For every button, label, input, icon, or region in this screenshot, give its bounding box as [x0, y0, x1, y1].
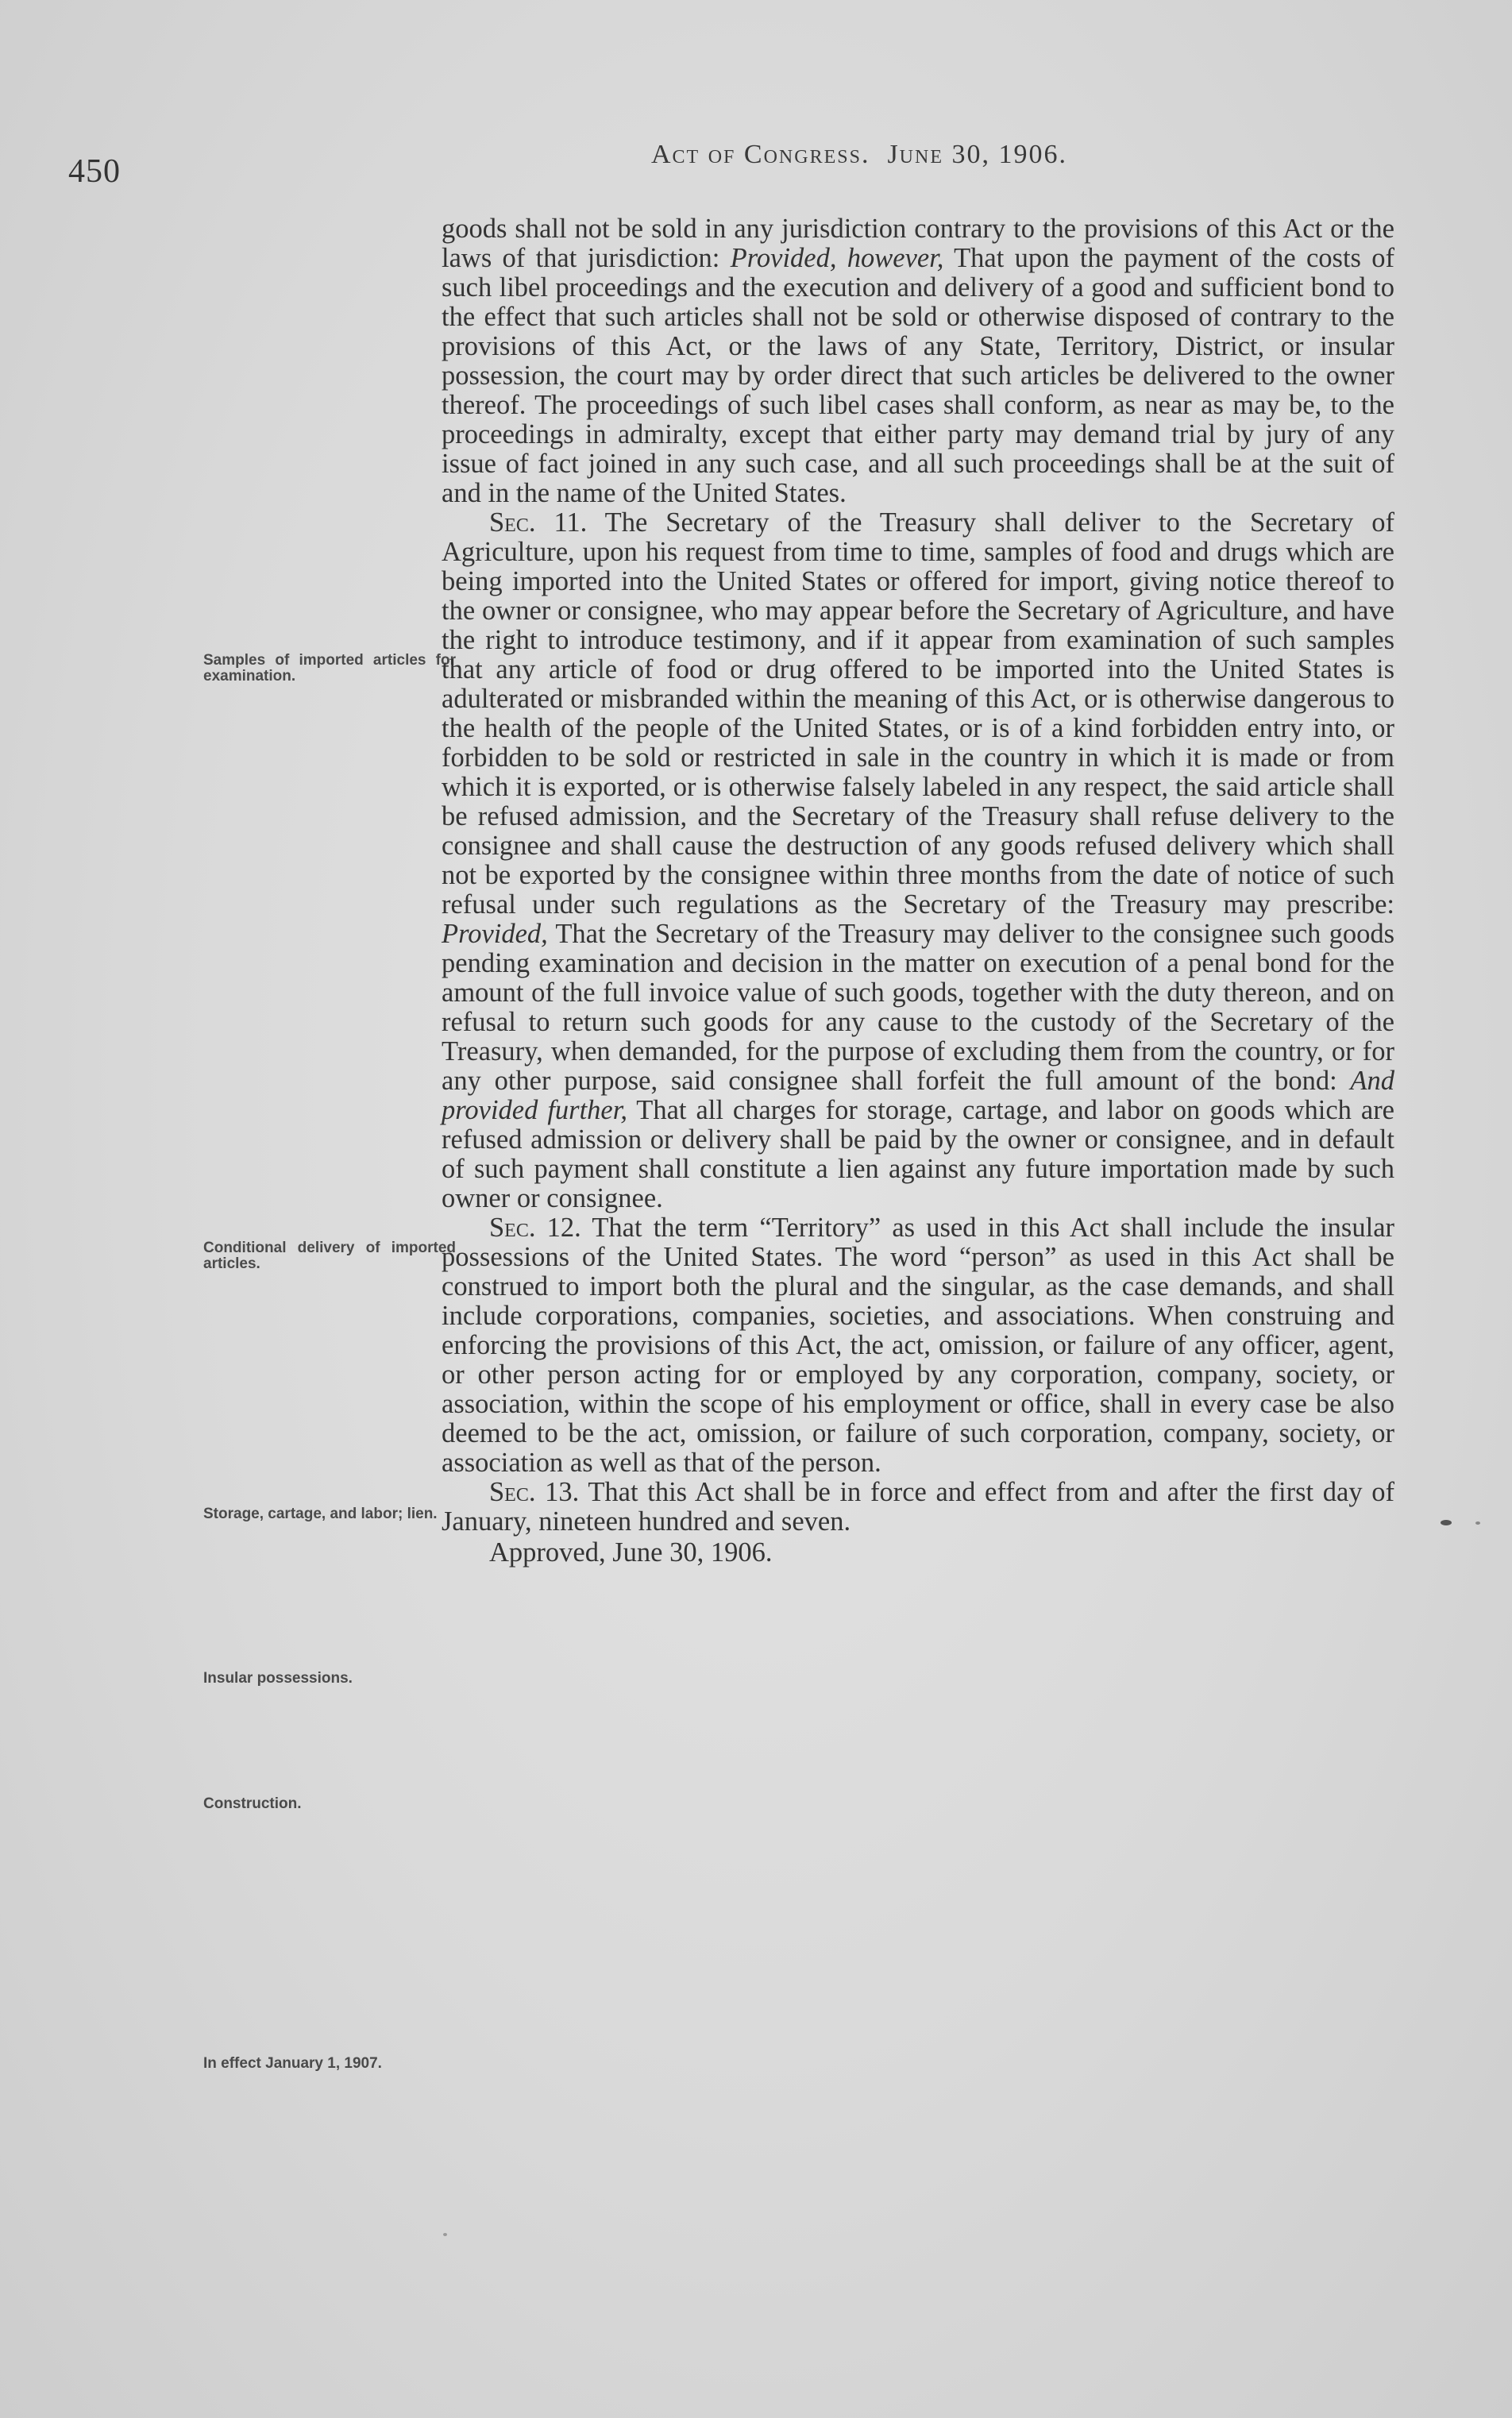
text-run: That upon the payment of the costs of such libel proceedings and the execution and delivery of a good and sufficient bond to the effect that such articles shall not be sold or otherwise disposed of contrary to the provisions of this Act, or the laws of any State, Territory, District, or insular possession, the court may by order direct that such articles be delivered to the owner thereof. The proceedings of such libel cases shall conform, as near as may be, to the proceedings in admiralty, except that either party may demand trial by jury of any issue of fact joined in any such case, and all such proceedings shall be at the suit of and in the name of the United States. — [442, 243, 1394, 508]
text-run: That the term “Territory” as used in this Act shall include the insular possessions of the United States. The word “person” as used in this Act shall be construed to import both the plural and the singular, as the case demands, and shall include corporations, companies, societies, and associations. When construing and enforcing the provisions of this Act, the act, omission, or failure of any officer, agent, or other person acting for or employed by any corporation, company, society, or association, within the scope of his employment or office, shall in every case be also deemed to be the act, omission, or failure of such corporation, company, society, or association as well as that of the person. — [442, 1213, 1394, 1478]
body-text — [442, 214, 1394, 1568]
margin-note-insular: Insular possessions. — [203, 1670, 353, 1687]
running-head-title: Act of Congress. — [651, 140, 870, 169]
scan-speck — [443, 2233, 447, 2236]
italic-run: Provided, — [442, 919, 548, 949]
page-number: 450 — [68, 153, 121, 190]
running-head — [651, 140, 1067, 170]
margin-note-samples: Samples of imported articles for examination. — [203, 652, 456, 685]
paragraph-libel — [442, 214, 1394, 508]
approved-line: Approved, June 30, 1906. — [489, 1537, 773, 1568]
italic-run: And provided further, — [442, 1066, 1394, 1125]
text-run: That the Secretary of the Treasury may deliver to the consignee such goods pending examination and decision in the matter on execution of a penal bond for the amount of the full invoice value of such goods, together with the duty thereon, and on refusal to return such goods for any cause to the custody of the Secretary of the Treasury, when demanded, for the purpose of excluding them from the country, or for any other purpose, said consignee shall forfeit the full amount of the bond: — [442, 919, 1394, 1096]
margin-note-conditional-delivery: Conditional delivery of imported articles. — [203, 1240, 456, 1272]
paragraph-section-13 — [442, 1478, 1394, 1537]
scan-speck — [1441, 1520, 1452, 1525]
margin-note-construction: Construction. — [203, 1795, 302, 1812]
margin-note-storage: Storage, cartage, and labor; lien. — [203, 1506, 438, 1522]
text-run: The Secretary of the Treasury shall deliver to the Secretary of Agriculture, upon his request from time to time, samples of food and drugs which are being imported into the United States or offered for import, giving notice thereof to the owner or consignee, who may appear before the Secretary of Agriculture, and have the right to introduce testimony, and if it appear from examination of such samples that any article of food or drug offered to be imported into the United States is adulterated or misbranded within the meaning of this Act, or is otherwise dangerous to the health of the people of the United States, or is of a kind forbidden entry into, or forbidden to be sold or restricted in sale in the country in which it is made or from which it is exported, or is otherwise falsely labeled in any respect, the said article shall be refused admission, and the Secretary of the Treasury shall refuse delivery to the consignee and shall cause the destruction of any goods refused delivery which shall not be exported by the consignee within three months from the date of notice of such refusal under such regulations as the Secretary of the Treasury may prescribe: — [442, 507, 1394, 920]
text-run: That this Act shall be in force and effect from and after the first day of January, nineteen hundred and seven. — [442, 1477, 1395, 1537]
margin-note-effective-date: In effect January 1, 1907. — [203, 2055, 382, 2072]
text-run: goods shall not be sold in any jurisdiction contrary to the provisions of this Act or the laws of that jurisdiction: — [442, 214, 1394, 273]
scan-speck — [1475, 1521, 1480, 1525]
paragraph-section-11 — [442, 508, 1394, 1213]
running-head-date: June 30, 1906. — [887, 140, 1068, 169]
paragraph-section-12 — [442, 1213, 1394, 1478]
section-label: Sec. 13. — [489, 1477, 580, 1507]
italic-run: Provided, however, — [730, 243, 944, 273]
section-label: Sec. 11. — [489, 507, 588, 538]
text-run: That all charges for storage, cartage, and labor on goods which are refused admission or delivery shall be paid by the owner or consignee, and in default of such payment shall constitute a lien against any future importation made by such owner or consignee. — [442, 1095, 1394, 1213]
section-label: Sec. 12. — [489, 1213, 581, 1243]
